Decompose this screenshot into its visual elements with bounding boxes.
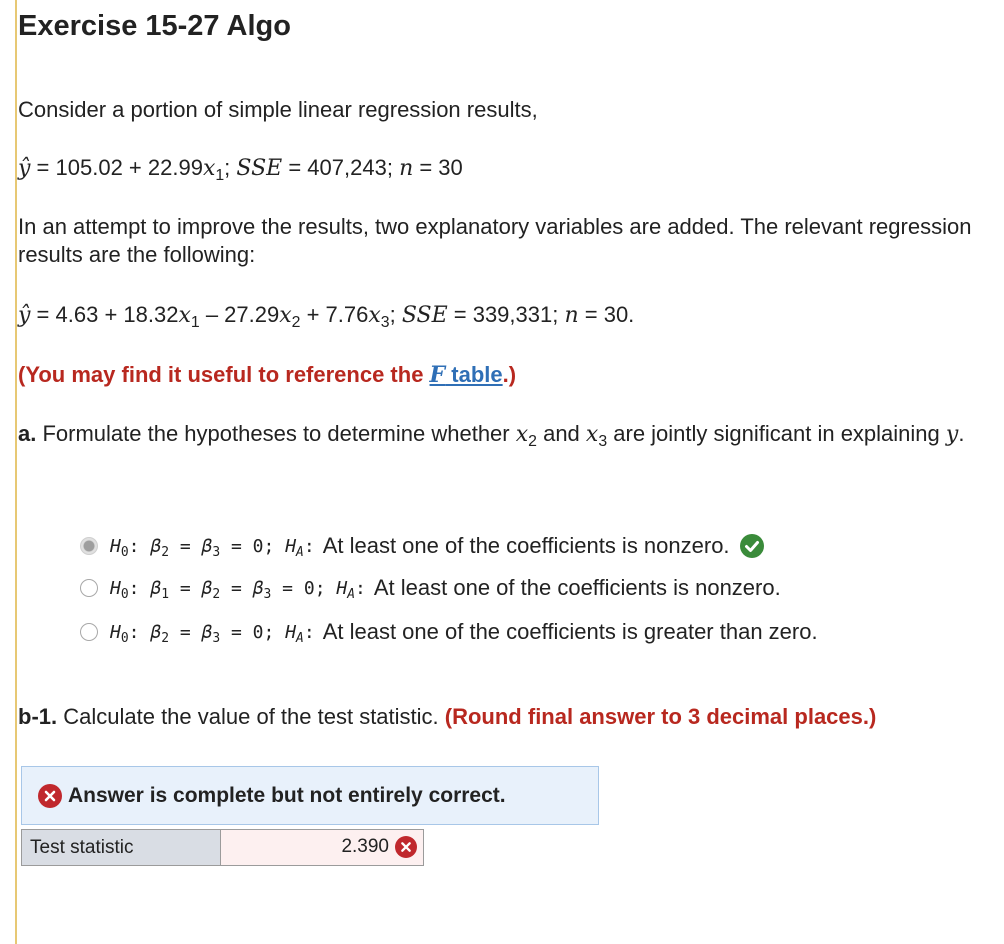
improve-text: In an attempt to improve the results, two explanatory variables are added. The relevant regression results are the following:: [18, 214, 972, 267]
test-statistic-cell[interactable]: [221, 830, 424, 866]
option-2[interactable]: [80, 570, 781, 606]
table-row: [22, 830, 424, 866]
result-message: Answer is complete but not entirely correct.: [68, 783, 506, 807]
result-feedback-box: [21, 766, 599, 825]
part-b1-prompt: b-1. Calculate the value of the test statistic. (Round final answer to 3 decimal places.): [18, 704, 877, 729]
radio-option-2[interactable]: [80, 579, 98, 597]
answer-table: [21, 829, 424, 866]
option-3-h0: $H_0$: $\beta_2 = \beta_3 = 0$; $H_A$:: [110, 621, 315, 646]
option-3-text: At least one of the coefficients is greater than zero.: [322, 619, 818, 644]
intro-text: Consider a portion of simple linear regression results,: [18, 97, 538, 122]
error-x-icon: [38, 784, 62, 808]
test-statistic-label: Test statistic: [22, 830, 221, 866]
incorrect-x-icon: [395, 836, 417, 858]
option-2-text: At least one of the coefficients is nonzero.: [373, 575, 781, 600]
reference-note: (You may find it useful to reference the F table.): [18, 362, 517, 388]
left-gold-border: [15, 0, 17, 944]
option-3[interactable]: [80, 614, 818, 650]
option-1-text: At least one of the coefficients is nonzero.: [322, 533, 730, 558]
model2-equation: ŷ = $4.63 + 18.32x_1 - 27.29x_2 + 7.76x_3$; SSE = 339,331; n = 30.: [18, 302, 635, 331]
radio-option-1[interactable]: [80, 537, 98, 555]
part-a-prompt: a. Formulate the hypotheses to determine whether $x_2$ and $x_3$ are jointly significant in explaining y.: [18, 421, 965, 450]
option-1-h0: $H_0$: $\beta_2 = \beta_3 = 0$; $H_A$:: [110, 535, 315, 560]
check-correct-icon: [740, 534, 764, 558]
model1-equation: ŷ = $105.02 + 22.99x_1$; SSE = 407,243; n = 30: [18, 155, 463, 184]
exercise-title: Exercise 15-27 Algo: [18, 10, 291, 42]
test-statistic-value: 2.390: [341, 836, 389, 858]
radio-option-3[interactable]: [80, 623, 98, 641]
option-2-h0: $H_0$: $\beta_1 = \beta_2 = \beta_3 = 0$; $H_A$:: [110, 577, 366, 602]
option-1[interactable]: [80, 528, 764, 564]
f-table-link[interactable]: F table: [429, 362, 503, 388]
